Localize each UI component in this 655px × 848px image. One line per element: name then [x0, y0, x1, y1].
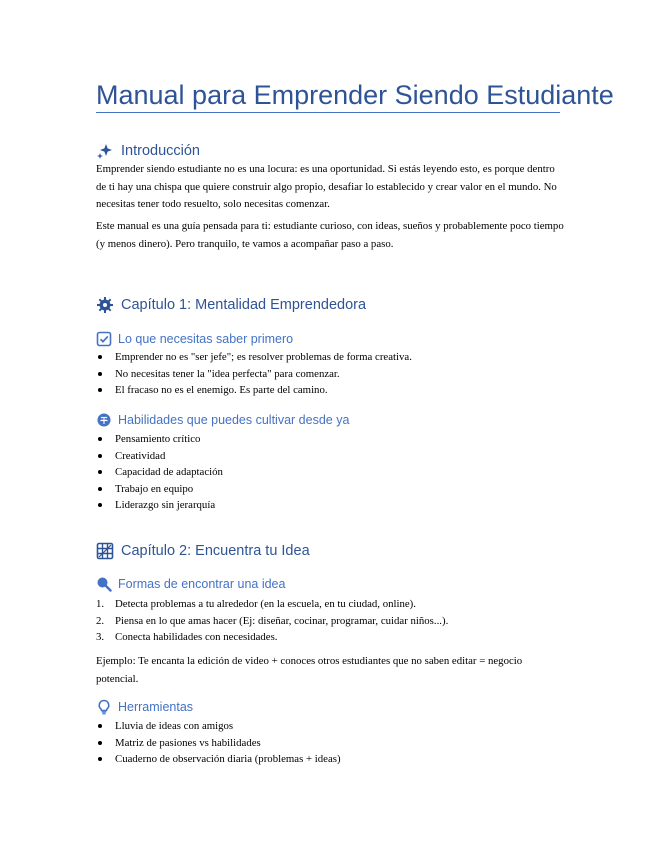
bullet	[98, 437, 102, 441]
chapter1-section2-list	[96, 431, 566, 514]
chapter2-section1-heading	[96, 574, 285, 594]
sparkles-icon	[96, 142, 114, 160]
intro-paragraph-2: Este manual es una guía pensada para ti: estudiante curioso, con ideas, sueños y probablemente poco tiempo (y menos dinero). Pero tranquilo, te vamos a acompañar paso a paso.	[96, 220, 564, 250]
list-item: Creatividad	[96, 448, 566, 465]
chapter2-heading	[96, 540, 310, 562]
list-item: 1. Detecta problemas a tu alrededor (en la escuela, en tu ciudad, online).	[96, 596, 566, 613]
list-item: Matriz de pasiones vs habilidades	[96, 735, 566, 752]
list-item: Trabajo en equipo	[96, 481, 566, 498]
bullet	[98, 372, 102, 376]
chapter2-section1-heading-text: Formas de encontrar una idea	[118, 577, 286, 591]
lightbulb-icon	[96, 699, 112, 715]
list-number: 3.	[96, 631, 105, 643]
bullet	[98, 503, 102, 507]
intro-heading	[96, 140, 200, 162]
bullet	[98, 470, 102, 474]
bullet	[98, 741, 102, 745]
list-item: Lluvia de ideas con amigos	[96, 718, 566, 735]
title-underline	[96, 112, 560, 113]
grid-icon	[96, 542, 114, 560]
bullet	[98, 355, 102, 359]
list-item: No necesitas tener la "idea perfecta" para comenzar.	[96, 366, 566, 383]
bullet	[98, 454, 102, 458]
chapter1-heading-text: Capítulo 1: Mentalidad Emprendedora	[121, 297, 367, 313]
chapter1-section1-heading-text: Lo que necesitas saber primero	[118, 332, 294, 346]
chapter2-heading-text: Capítulo 2: Encuentra tu Idea	[121, 543, 310, 559]
chapter2-section2-heading	[96, 697, 193, 717]
bullet	[98, 388, 102, 392]
list-number: 1.	[96, 598, 105, 610]
bullet	[98, 724, 102, 728]
chapter2-section2-heading-text: Herramientas	[118, 700, 194, 714]
chapter1-section2-heading	[96, 410, 349, 430]
chapter1-section1-heading	[96, 329, 293, 349]
list-item: 2. Piensa en lo que amas hacer (Ej: diseñar, cocinar, programar, cuidar niños...).	[96, 613, 566, 630]
list-number: 2.	[96, 614, 105, 627]
intro-paragraph-1: Emprender siendo estudiante no es una locura: es una oportunidad. Si estás leyendo esto, es porque dentro de ti hay una chispa que quiere construir algo propio, desafiar lo establecido y crear valor en el mundo. No necesitas tener todo resuelto, solo necesitas comenzar.	[96, 163, 557, 210]
bullet	[98, 757, 102, 761]
chapter2-section2-list	[96, 718, 566, 768]
document-title: Manual para Emprender Siendo Estudiante	[96, 80, 614, 110]
magnifier-icon	[96, 576, 112, 592]
list-item: 3. Conecta habilidades con necesidades.	[96, 629, 566, 646]
bullet	[98, 487, 102, 491]
intro-heading-text: Introducción	[121, 143, 200, 159]
checkbox-icon	[96, 331, 112, 347]
list-item: Pensamiento crítico	[96, 431, 566, 448]
list-item: Emprender no es "ser jefe"; es resolver problemas de forma creativa.	[96, 349, 566, 366]
chapter1-section1-list	[96, 349, 566, 399]
list-item: Cuaderno de observación diaria (problemas + ideas)	[96, 751, 566, 768]
chapter1-section2-heading-text: Habilidades que puedes cultivar desde ya	[118, 413, 350, 427]
list-item: El fracaso no es el enemigo. Es parte del camino.	[96, 382, 566, 399]
gear-icon	[96, 296, 114, 314]
example-paragraph: Ejemplo: Te encanta la edición de video + conoces otros estudiantes que no saben editar = negocio potencial.	[96, 655, 523, 685]
brain-icon	[96, 412, 112, 428]
list-item: Liderazgo sin jerarquía	[96, 497, 566, 514]
list-item: Capacidad de adaptación	[96, 464, 566, 481]
chapter2-section1-list	[96, 596, 566, 646]
chapter1-heading	[96, 294, 366, 316]
